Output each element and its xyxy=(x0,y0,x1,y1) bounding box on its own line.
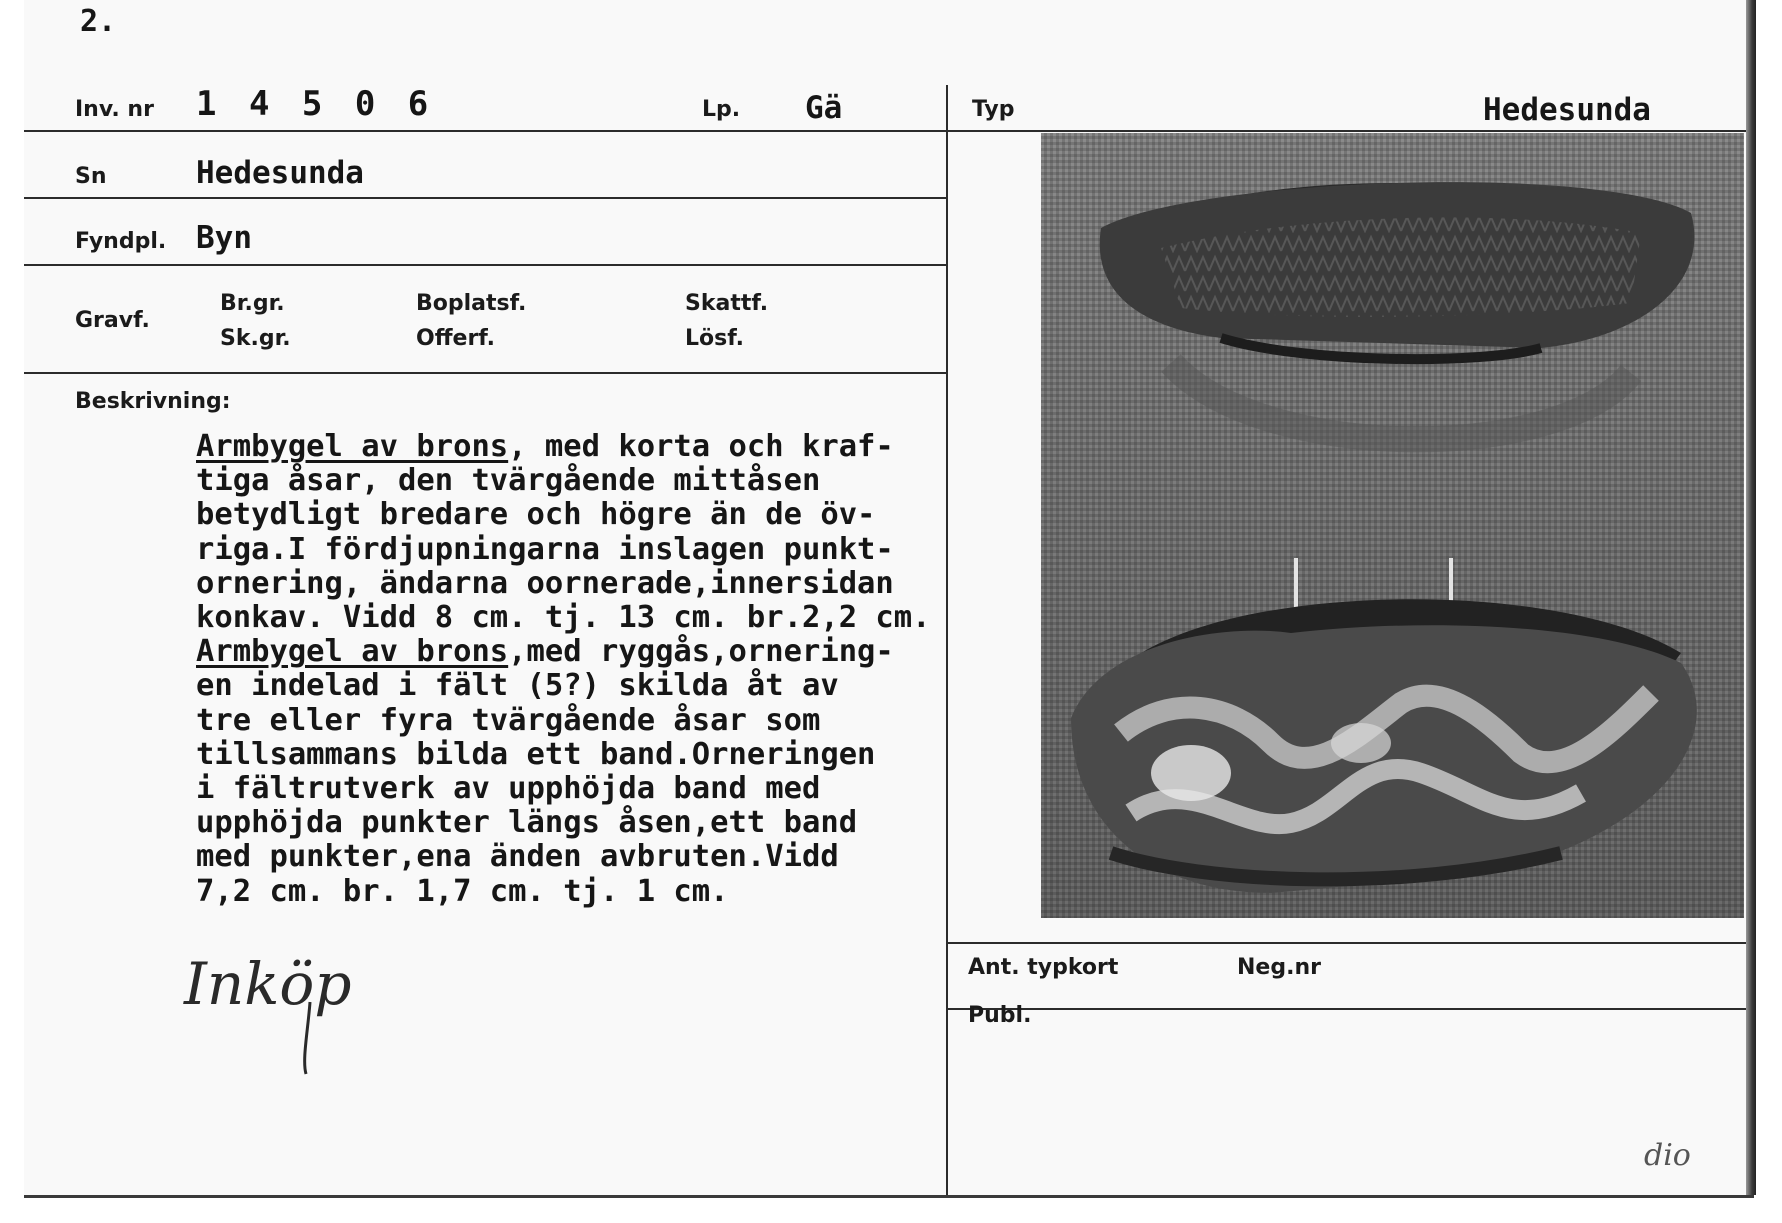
column-divider xyxy=(946,85,948,1195)
skattf-label: Skattf. xyxy=(685,291,769,316)
losf-label: Lösf. xyxy=(685,326,744,351)
fyndpl-label: Fyndpl. xyxy=(75,229,167,254)
rule-ant xyxy=(948,1008,1746,1010)
description-text xyxy=(196,430,931,909)
brgr-label: Br.gr. xyxy=(220,291,285,316)
rule-photo xyxy=(948,942,1746,944)
bracelet-photo-icon xyxy=(1041,133,1744,918)
description-line: tiga åsar, den tvärgående mittåsen xyxy=(196,463,821,499)
sn-label: Sn xyxy=(75,164,107,189)
rule-typ xyxy=(948,130,1746,132)
lp-value: Gä xyxy=(805,90,843,126)
rule-sn xyxy=(24,197,946,199)
underlined-term: Armbygel av brons xyxy=(196,634,509,670)
sn-value: Hedesunda xyxy=(196,155,364,191)
typ-label: Typ xyxy=(972,97,1015,122)
description-line: Armbygel av brons,med ryggås,ornering- xyxy=(196,634,894,670)
description-line: i fältrutverk av upphöjda band med xyxy=(196,771,821,807)
bracelet-photo xyxy=(1041,133,1744,918)
description-line: ornering, ändarna oornerade,innersidan xyxy=(196,565,894,601)
fyndpl-value: Byn xyxy=(196,220,252,256)
corner-pencil-note: dio xyxy=(1644,1138,1691,1173)
description-line: tre eller fyra tvärgående åsar som xyxy=(196,702,821,738)
description-line: upphöjda punkter längs åsen,ett band xyxy=(196,805,858,841)
beskrivning-label: Beskrivning: xyxy=(75,389,231,414)
typ-value: Hedesunda xyxy=(1483,92,1651,128)
description-line: 7,2 cm. br. 1,7 cm. tj. 1 cm. xyxy=(196,873,729,909)
boplatsf-label: Boplatsf. xyxy=(416,291,527,316)
card-number: 2. xyxy=(80,4,117,39)
signature-tail xyxy=(292,1000,332,1080)
offerf-label: Offerf. xyxy=(416,326,496,351)
description-line: tillsammans bilda ett band.Orneringen xyxy=(196,736,876,772)
rule-gravf xyxy=(24,372,946,374)
catalog-card xyxy=(24,0,1754,1198)
description-line: en indelad i fält (5?) skilda åt av xyxy=(196,668,839,704)
card-edge-shadow xyxy=(1746,0,1756,1195)
ant-typkort-label: Ant. typkort xyxy=(968,955,1119,980)
underlined-term: Armbygel av brons xyxy=(196,429,509,464)
description-line: Armbygel av brons, med korta och kraf- xyxy=(196,429,894,464)
description-line: betydligt bredare och högre än de öv- xyxy=(196,497,876,533)
description-line: konkav. Vidd 8 cm. tj. 13 cm. br.2,2 cm. xyxy=(196,600,931,636)
rule-inv xyxy=(24,130,946,132)
gravf-label: Gravf. xyxy=(75,308,150,333)
description-line: riga.I fördjupningarna inslagen punkt- xyxy=(196,531,894,567)
rule-fyndpl xyxy=(24,264,946,266)
inv-nr-value: 1 4 5 0 6 xyxy=(196,84,435,124)
neg-nr-label: Neg.nr xyxy=(1237,955,1321,980)
lp-label: Lp. xyxy=(702,97,741,122)
handwritten-signature: Inköp xyxy=(184,950,352,1018)
skgr-label: Sk.gr. xyxy=(220,326,291,351)
publ-label: Publ. xyxy=(968,1003,1032,1028)
inv-nr-label: Inv. nr xyxy=(75,97,154,122)
description-line: med punkter,ena änden avbruten.Vidd xyxy=(196,839,839,875)
